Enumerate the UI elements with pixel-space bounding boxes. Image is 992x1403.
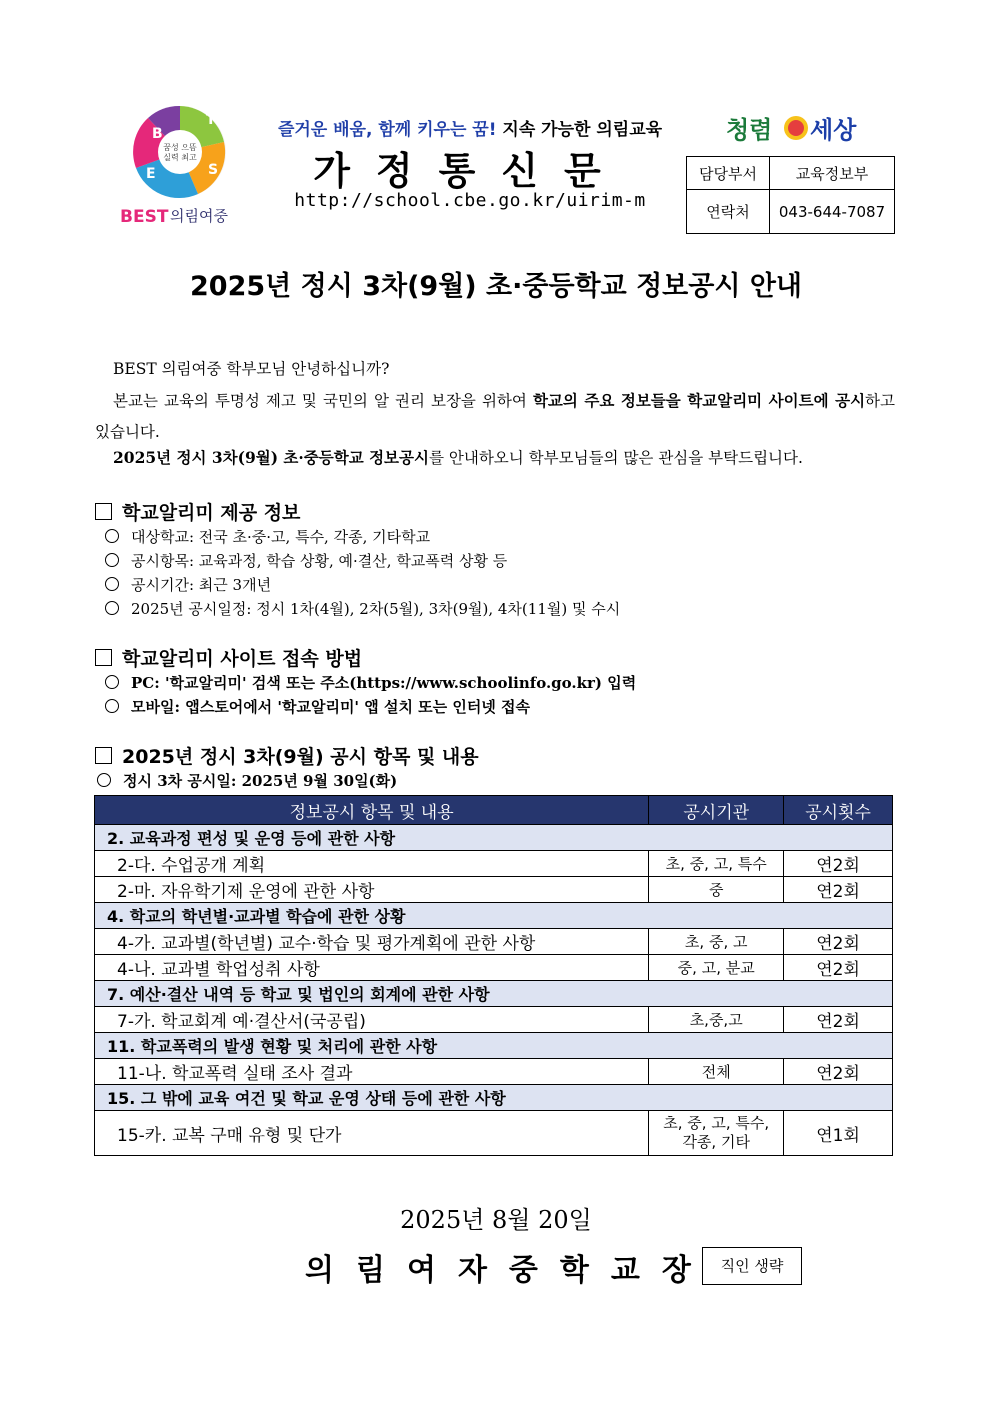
section2-item [105, 696, 530, 717]
seal-omitted-box: 직인 생략 [702, 1247, 802, 1285]
header-frequency: 공시횟수 [784, 796, 893, 825]
svg-text:B: B [152, 126, 163, 142]
intro-p3-text-b: 를 안내하오니 학부모님들의 많은 관심을 부탁드립니다. [428, 449, 803, 467]
table-category-row [95, 981, 893, 1007]
category-label: 15. 그 밖에 교육 여건 및 학교 운영 상태 등에 관한 사항 [95, 1085, 893, 1111]
section2-heading-text: 학교알리미 사이트 접속 방법 [122, 648, 363, 670]
intro-greeting: BEST 의림여중 학부모님 안녕하십니까? [113, 360, 390, 378]
category-label: 11. 학교폭력의 발생 현황 및 처리에 관한 사항 [95, 1033, 893, 1059]
section1-item-text: 공시기간: 최근 3개년 [131, 576, 272, 594]
table-category-row [95, 825, 893, 851]
row-frequency: 연1회 [784, 1111, 893, 1156]
school-url[interactable]: http://school.cbe.go.kr/uirim-m [294, 190, 646, 211]
table-category-row [95, 1033, 893, 1059]
svg-text:실력 최고: 실력 최고 [163, 153, 197, 162]
section3-subnote-text: 정시 3차 공시일: 2025년 9월 30일(화) [123, 772, 398, 790]
checkbox-square-icon [95, 649, 112, 666]
circle-bullet-icon [105, 553, 119, 567]
intro-p3-text-a: 2025년 정시 3차(9월) 초·중등학교 정보공시 [113, 448, 429, 467]
row-frequency: 연2회 [784, 877, 893, 903]
section1-item [105, 598, 620, 619]
row-institution: 초, 중, 고, 특수 [649, 851, 784, 877]
section1-heading-text: 학교알리미 제공 정보 [122, 502, 301, 524]
svg-text:S: S [208, 162, 219, 178]
circle-bullet-icon [105, 675, 119, 689]
circle-bullet-icon [105, 601, 119, 615]
slogan-part-2: 함께 키우는 꿈! [378, 120, 497, 140]
row-item: 2-마. 자유학기제 운영에 관한 사항 [95, 877, 649, 903]
newsletter-title: 가정통신문 [313, 149, 627, 193]
circle-bullet-icon [105, 577, 119, 591]
table-category-row [95, 903, 893, 929]
circle-bullet-icon [105, 529, 119, 543]
table-row [95, 851, 893, 877]
row-frequency: 연2회 [784, 929, 893, 955]
header-item: 정보공시 항목 및 내용 [95, 796, 649, 825]
svg-text:BEST: BEST [120, 207, 169, 227]
row-item: 4-나. 교과별 학업성취 사항 [95, 955, 649, 981]
intro-paragraph-2 [95, 385, 895, 448]
row-item: 7-가. 학교회계 예·결산서(국공립) [95, 1007, 649, 1033]
section1-item [105, 550, 507, 571]
table-row [95, 1111, 893, 1156]
category-label: 4. 학교의 학년별·교과별 학습에 관한 상황 [95, 903, 893, 929]
row-frequency: 연2회 [784, 1007, 893, 1033]
slogan [250, 115, 690, 140]
section2-heading [95, 644, 362, 671]
svg-text:의림여중: 의림여중 [170, 207, 228, 225]
checkbox-square-icon [95, 503, 112, 520]
slogan-part-3: 지속 가능한 의림교육 [502, 120, 663, 140]
section1-heading [95, 498, 300, 525]
checkbox-square-icon [95, 747, 112, 764]
section3-heading-text: 2025년 정시 3차(9월) 공시 항목 및 내용 [122, 746, 479, 768]
section1-item [105, 574, 271, 595]
phone-value: 043-644-7087 [770, 190, 895, 234]
svg-text:꿈성 으뜸: 꿈성 으뜸 [163, 143, 197, 152]
row-institution: 초, 중, 고 [649, 929, 784, 955]
category-label: 2. 교육과정 편성 및 운영 등에 관한 사항 [95, 825, 893, 851]
row-institution: 전체 [649, 1059, 784, 1085]
table-row [95, 929, 893, 955]
svg-text:E: E [146, 166, 156, 182]
disclosure-table [94, 795, 893, 1156]
category-label: 7. 예산·결산 내역 등 학교 및 법인의 회계에 관한 사항 [95, 981, 893, 1007]
table-row [95, 955, 893, 981]
row-item: 4-가. 교과별(학년별) 교수·학습 및 평가계획에 관한 사항 [95, 929, 649, 955]
intro-p2-text-a: 본교는 교육의 투명성 제고 및 국민의 알 권리 보장을 위하여 [113, 392, 533, 410]
table-row [95, 1007, 893, 1033]
intro-p2-text-c: 하고 있습니다. [95, 392, 895, 441]
section2-item-text: PC: '학교알리미' 검색 또는 주소(https://www.schoolinfo.go.kr) 입력 [131, 674, 637, 692]
section1-item-text: 공시항목: 교육과정, 학습 상황, 예·결산, 학교폭력 상황 등 [131, 552, 508, 570]
phone-label: 연락처 [687, 190, 770, 234]
row-institution: 초,중,고 [649, 1007, 784, 1033]
principal-signature: 의림여자중학교장 [305, 1253, 713, 1288]
table-row [95, 1059, 893, 1085]
integrity-brand-logo [724, 108, 864, 150]
section3-subnote [97, 770, 397, 791]
row-frequency: 연2회 [784, 851, 893, 877]
intro-p2-text-b: 학교의 주요 정보들을 학교알리미 사이트에 공시 [532, 391, 866, 410]
svg-text:청렴: 청렴 [726, 116, 773, 144]
section1-item [105, 526, 430, 547]
header-institution: 공시기관 [649, 796, 784, 825]
school-logo [118, 102, 248, 228]
row-institution: 중, 고, 분교 [649, 955, 784, 981]
dept-value: 교육정보부 [770, 157, 895, 190]
row-institution: 중 [649, 877, 784, 903]
slogan-part-1: 즐거운 배움, [277, 120, 373, 140]
main-title: 2025년 정시 3차(9월) 초·중등학교 정보공시 안내 [190, 271, 802, 302]
section1-item-text: 대상학교: 전국 초·중·고, 특수, 각종, 기타학교 [131, 528, 431, 546]
intro-paragraph-3 [95, 442, 895, 474]
section3-heading [95, 742, 479, 769]
section2-item-text: 모바일: 앱스토어에서 '학교알리미' 앱 설치 또는 인터넷 접속 [131, 698, 531, 716]
row-item: 15-카. 교복 구매 유형 및 단가 [95, 1111, 649, 1156]
svg-text:세상: 세상 [810, 116, 857, 144]
row-item: 11-나. 학교폭력 실태 조사 결과 [95, 1059, 649, 1085]
row-frequency: 연2회 [784, 1059, 893, 1085]
table-row [95, 877, 893, 903]
table-category-row [95, 1085, 893, 1111]
row-item: 2-다. 수업공개 계획 [95, 851, 649, 877]
circle-bullet-icon [97, 773, 111, 787]
dept-label: 담당부서 [687, 157, 770, 190]
section2-item [105, 672, 636, 693]
row-institution-line-2: 각종, 기타 [682, 1133, 750, 1151]
row-frequency: 연2회 [784, 955, 893, 981]
row-institution-line-1: 초, 중, 고, 특수, [663, 1114, 770, 1132]
issue-date: 2025년 8월 20일 [400, 1206, 592, 1234]
circle-bullet-icon [105, 699, 119, 713]
row-institution [649, 1111, 784, 1156]
svg-text:T: T [206, 112, 216, 128]
section1-item-text: 2025년 공시일정: 정시 1차(4월), 2차(5월), 3차(9월), 4차(11월) 및 수시 [131, 600, 621, 618]
contact-table [686, 156, 895, 234]
